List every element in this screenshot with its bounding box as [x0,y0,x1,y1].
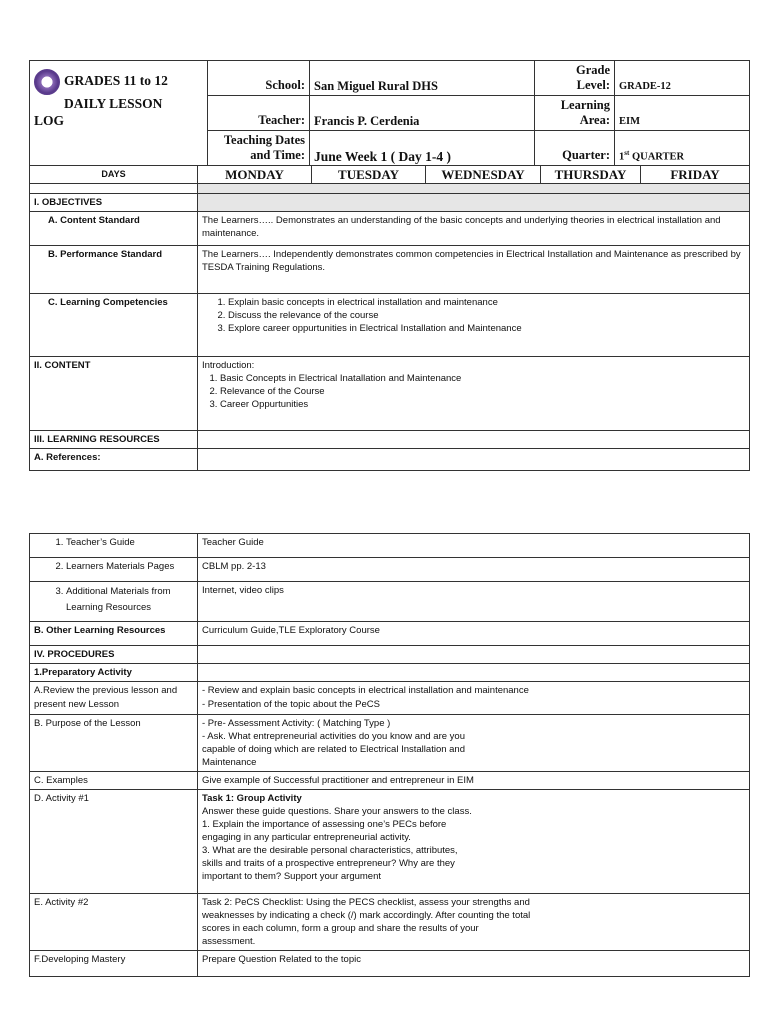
preparatory-heading: 1.Preparatory Activity [30,664,198,682]
content-intro: Introduction: [202,360,255,371]
learning-competencies-list [198,294,750,357]
mastery-value: Prepare Question Related to the topic [198,951,750,977]
day-wednesday: WEDNESDAY [426,166,541,184]
activity1-label: D. Activity #1 [30,790,198,894]
purpose-text: - Pre- Assessment Activity: ( Matching Type ) - Ask. What entrepreneurial activities do you know and are you capable of doing which are related to Electrical Installation and Maintenance [198,715,750,772]
quarter-label: Quarter: [535,131,615,166]
activity1-text: Task 1: Group Activity Answer these guide questions. Share your answers to the class. 1. Explain the importance of assessing one’s PECs before engaging in any particular entrepreneurial activity. 3. What are the desirable personal characteristics, attributes, skills and traits of a prospective entrepreneur? Why are they important to them? Support your argument [198,790,750,894]
deped-seal-icon [34,69,60,95]
procedures-table [29,533,750,977]
content-label: II. CONTENT [30,357,198,431]
additional-materials-label: 3. Additional Materials from Learning Resources [30,582,198,622]
title-line-3: LOG [34,113,65,128]
days-table [29,165,750,184]
grade-level-value: GRADE-12 [615,61,750,96]
purpose-label: B. Purpose of the Lesson [30,715,198,772]
review-label: A.Review the previous lesson and present new Lesson [30,682,198,715]
examples-value: Give example of Successful practitioner and entrepreneur in EIM [198,772,750,790]
lower-lesson-table-block [29,533,749,977]
objectives-heading: I. OBJECTIVES [30,194,198,212]
day-friday: FRIDAY [641,166,750,184]
content-standard-label: A. Content Standard [30,212,198,246]
list-item: 1. Explain basic concepts in electrical installation and maintenance [228,296,745,309]
learning-resources-heading: III. LEARNING RESOURCES [30,431,198,449]
other-resources-label: B. Other Learning Resources [30,622,198,646]
mastery-label: F.Developing Mastery [30,951,198,977]
list-item: 2. Discuss the relevance of the course [228,309,745,322]
day-monday: MONDAY [198,166,312,184]
list-item: 3. Explore career oppurtunities in Electrical Installation and Maintenance [228,322,745,335]
performance-standard-text: The Learners…. Independently demonstrates common competencies in Electrical Installation and Maintenance as prescribed by TESDA Training Regulations. [198,246,750,294]
other-resources-value: Curriculum Guide,TLE Exploratory Course [198,622,750,646]
learning-competencies-label: C. Learning Competencies [30,294,198,357]
teachers-guide-label: 1. Teacher’s Guide [30,534,198,558]
procedures-heading: IV. PROCEDURES [30,646,198,664]
examples-label: C. Examples [30,772,198,790]
content-standard-text: The Learners….. Demonstrates an understanding of the basic concepts and underlying theories in electrical installation and maintenance. [198,212,750,246]
list-item: 3. Career Oppurtunities [220,398,745,411]
day-thursday: THURSDAY [541,166,641,184]
top-lesson-table-block [29,60,749,471]
teachers-guide-value: Teacher Guide [198,534,750,558]
dll-title [30,61,208,166]
activity2-label: E. Activity #2 [30,894,198,951]
learning-area-label: Learning Area: [535,96,615,131]
title-line-2: DAILY LESSON [64,96,163,111]
school-value: San Miguel Rural DHS [310,61,535,96]
review-text: - Review and explain basic concepts in electrical installation and maintenance - Presentation of the topic about the PeCS [198,682,750,715]
references-label: A. References: [30,449,198,471]
learning-area-value: EIM [615,96,750,131]
activity2-text: Task 2: PeCS Checklist: Using the PECS checklist, assess your strengths and weaknesses by indicating a check (/) mark accordingly. After counting the total scores in each column, form a group and share the results of your assessment. [198,894,750,951]
teacher-label: Teacher: [208,96,310,131]
list-item: 2. Relevance of the Course [220,385,745,398]
teaching-dates-label: Teaching Dates and Time: [208,131,310,166]
content-details [198,357,750,431]
learners-materials-label: 2. Learners Materials Pages [30,558,198,582]
learners-materials-value: CBLM pp. 2-13 [198,558,750,582]
performance-standard-label: B. Performance Standard [30,246,198,294]
day-tuesday: TUESDAY [312,166,426,184]
school-label: School: [208,61,310,96]
header-table [29,60,750,166]
days-label: DAYS [30,166,198,184]
title-line-1: GRADES 11 to 12 [64,73,168,89]
additional-materials-value: Internet, video clips [198,582,750,622]
quarter-value: 1st QUARTER [615,131,750,166]
teaching-dates-value: June Week 1 ( Day 1-4 ) [310,131,535,166]
grade-level-label: Grade Level: [535,61,615,96]
teacher-value: Francis P. Cerdenia [310,96,535,131]
list-item: 1. Basic Concepts in Electrical Inatallation and Maintenance [220,372,745,385]
objectives-table [29,183,750,471]
